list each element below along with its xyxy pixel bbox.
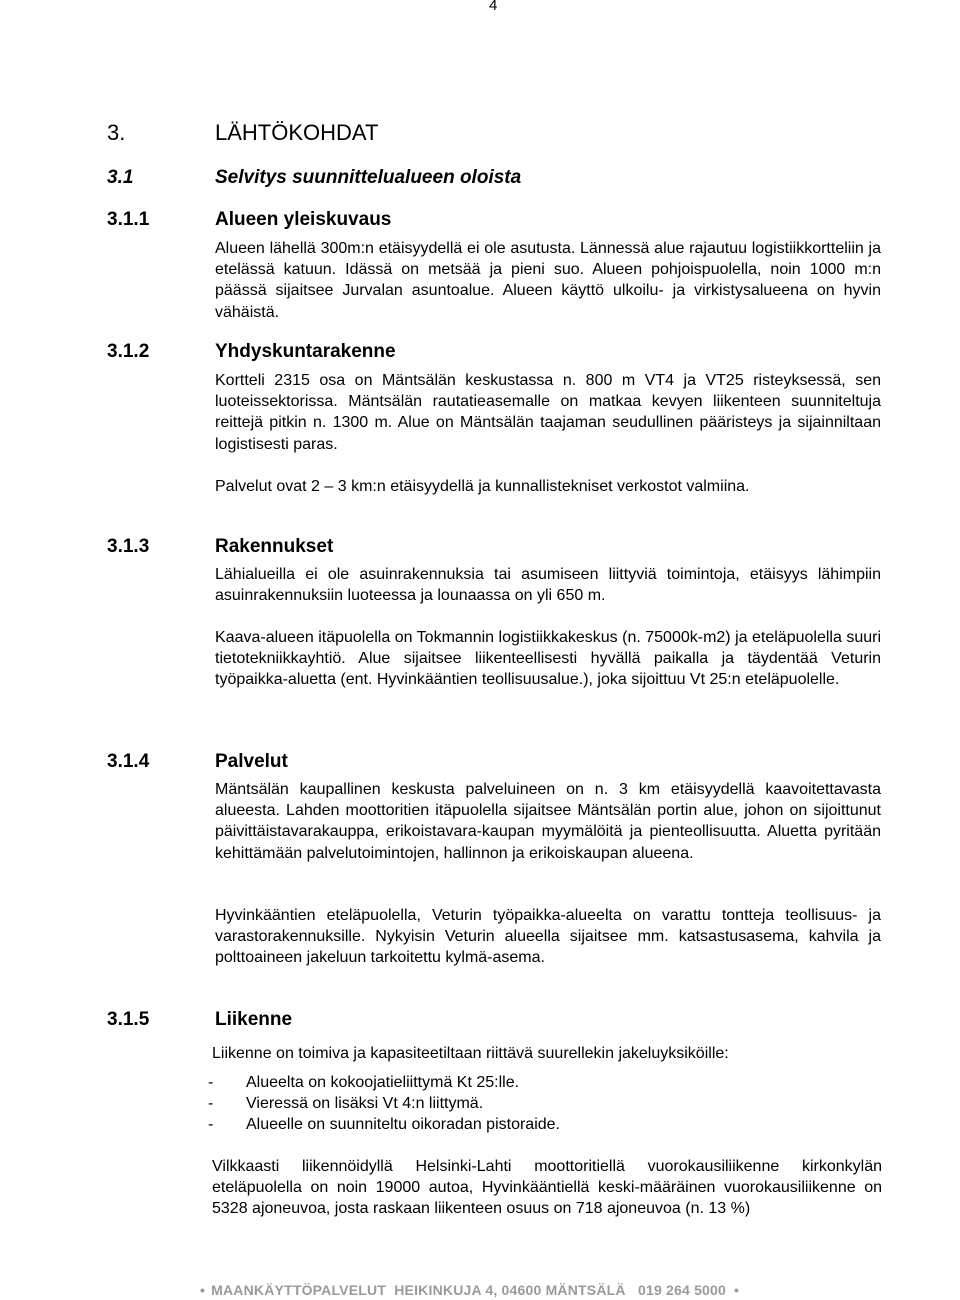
paragraph-311-1: Alueen lähellä 300m:n etäisyydellä ei ole asutusta. Lännessä alue rajautuu logistiikkortteliin ja etelässä katuun. Idässä on metsää ja pieni suo. Alueen pohjoispuolella, noin 1000 m:n päässä sijaitsee Jurvalan asuntoalue. Alueen käyttö ulkoilu- ja virkistysalueena on hyvin vähäistä.	[215, 240, 881, 321]
traffic-list	[208, 1072, 888, 1136]
footer-bullet-right: •	[734, 1282, 740, 1298]
subsection-number-314: 3.1.4	[107, 751, 150, 772]
footer-text: MAANKÄYTTÖPALVELUT HEIKINKUJA 4, 04600 MÄNTSÄLÄ 019 264 5000	[211, 1282, 727, 1298]
list-item: - Alueelle on suunniteltu oikoradan pistoraide.	[208, 1116, 560, 1134]
paragraph-314-1: Mäntsälän kaupallinen keskusta palveluineen on n. 3 km etäisyydellä kaavoitettavasta alueesta. Lahden moottoritien itäpuolella sijaitsee Mäntsälän portin alue, johon on sijoittunut päivittäistavarakauppa, erikoistavara-kaupan myymälöitä ja pienteollisuutta. Aluetta pyritään kehittämään palvelutoimintojen, hallinnon ja erikoiskaupan alueena.	[215, 781, 881, 862]
section-number: 3.1	[107, 167, 134, 188]
page-number: 4	[489, 0, 498, 14]
paragraph-315-1: Liikenne on toimiva ja kapasiteetiltaan riittävä suurellekin jakeluyksiköille:	[212, 1045, 729, 1062]
subsection-number-313: 3.1.3	[107, 536, 150, 557]
paragraph-312-1: Kortteli 2315 osa on Mäntsälän keskustassa n. 800 m VT4 ja VT25 risteyksessä, sen luoteissektorissa. Mäntsälän rautatieasemalle on matkaa kevyen liikenteen suunniteltuja reittejä pitkin n. 1300 m. Alue on Mäntsälän taajaman seudullinen pääristeys ja sijainniltaan logistisesti paras.	[215, 372, 881, 453]
chapter-title: LÄHTÖKOHDAT	[215, 120, 379, 145]
paragraph-313-1: Lähialueilla ei ole asuinrakennuksia tai asumiseen liittyviä toimintoja, etäisyys lähimpiin asuinrakennuksiin luoteessa ja lounaassa on yli 650 m.	[215, 566, 881, 605]
footer	[200, 1282, 745, 1298]
subsection-title-313: Rakennukset	[215, 536, 334, 557]
subsection-number-311: 3.1.1	[107, 209, 150, 230]
paragraph-312-2: Palvelut ovat 2 – 3 km:n etäisyydellä ja kunnallistekniset verkostot valmiina.	[215, 478, 750, 495]
subsection-title-314: Palvelut	[215, 751, 288, 772]
list-item: - Alueelta on kokoojatieliittymä Kt 25:lle.	[208, 1074, 520, 1091]
subsection-title-312: Yhdyskuntarakenne	[215, 341, 396, 362]
subsection-title-315: Liikenne	[215, 1009, 293, 1030]
subsection-number-315: 3.1.5	[107, 1009, 150, 1030]
section-title: Selvitys suunnittelualueen oloista	[215, 167, 522, 188]
paragraph-315-2: Vilkkaasti liikennöidyllä Helsinki-Lahti moottoritiellä vuorokausiliikenne kirkonkylän eteläpuolella on noin 19000 autoa, Hyvinkääntiellä keski-määräinen vuorokausiliikenne on 5328 ajoneuvoa, josta raskaan liikenteen osuus on 718 ajoneuvoa (n. 13 %)	[212, 1158, 882, 1218]
paragraph-314-2: Hyvinkääntien eteläpuolella, Veturin työpaikka-alueelta on varattu tontteja teollisuus- ja varastorakennuksille. Nykyisin Veturin alueella sijaitsee mm. katsastusasema, kahvila ja polttoaineen jakeluun tarkoitettu kylmä-asema.	[215, 907, 881, 967]
subsection-title-311: Alueen yleiskuvaus	[215, 209, 392, 230]
list-item: - Vieressä on lisäksi Vt 4:n liittymä.	[208, 1095, 484, 1113]
subsection-number-312: 3.1.2	[107, 341, 150, 362]
chapter-number: 3.	[107, 120, 126, 145]
paragraph-313-2: Kaava-alueen itäpuolella on Tokmannin logistiikkakeskus (n. 75000k-m2) ja eteläpuolella suuri tietotekniikkayhtiö. Alue sijaitsee liikenteellisesti hyvällä paikalla ja täydentää Veturin työpaikka-aluetta (ent. Hyvinkääntien teollisuusalue.), joka sijoittuu Vt 25:n eteläpuolelle.	[215, 629, 881, 689]
footer-bullet-left: •	[200, 1282, 206, 1298]
